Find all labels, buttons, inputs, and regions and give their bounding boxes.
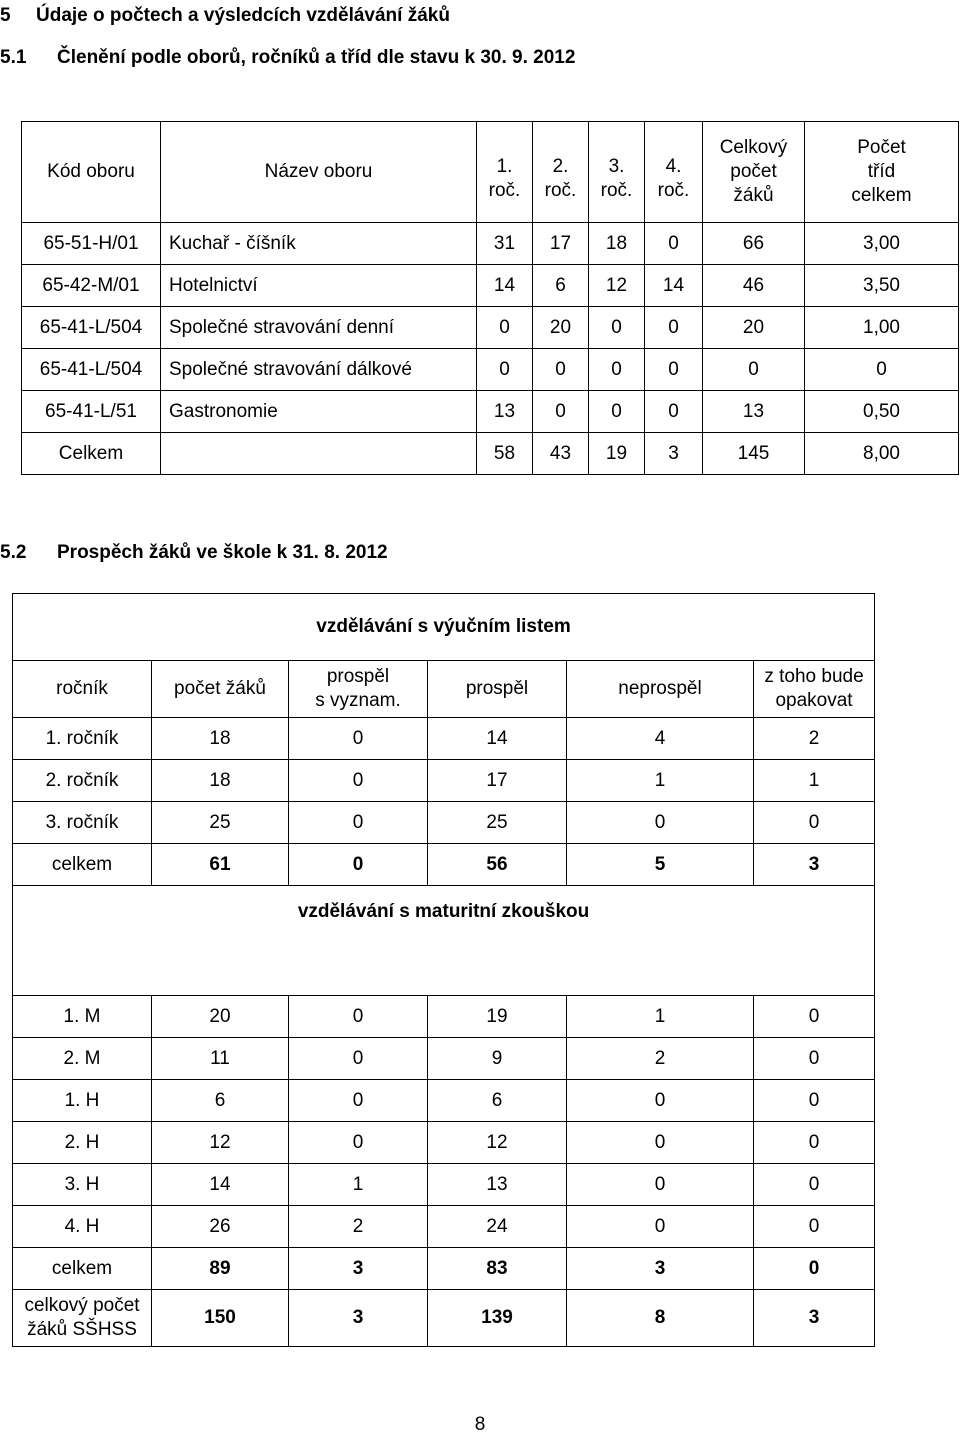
cell-passed: 19	[428, 996, 567, 1038]
cell-repeat: 0	[754, 1206, 875, 1248]
cell-failed: 3	[567, 1248, 754, 1290]
table-total-row	[13, 844, 875, 886]
cell-year: 3. ročník	[13, 802, 152, 844]
cell-count: 150	[152, 1290, 289, 1347]
table-row	[13, 1164, 875, 1206]
cell-total: 20	[703, 307, 805, 349]
cell-classes: 0	[805, 349, 959, 391]
cell-distinction: 0	[289, 1122, 428, 1164]
cell-y1: 0	[477, 307, 533, 349]
table-row	[13, 1080, 875, 1122]
cell-passed: 6	[428, 1080, 567, 1122]
header-year: ročník	[13, 661, 152, 718]
cell-count: 14	[152, 1164, 289, 1206]
cell-failed: 4	[567, 718, 754, 760]
cell-year: 2. ročník	[13, 760, 152, 802]
cell-distinction: 0	[289, 718, 428, 760]
header-classes: Počet tříd celkem	[805, 122, 959, 223]
cell-distinction: 3	[289, 1248, 428, 1290]
cell-y4: 0	[645, 223, 703, 265]
cell-y4: 0	[645, 391, 703, 433]
cell-y3: 18	[589, 223, 645, 265]
cell-failed: 1	[567, 996, 754, 1038]
cell-code: 65-42-M/01	[22, 265, 161, 307]
table-row	[13, 718, 875, 760]
cell-failed: 2	[567, 1038, 754, 1080]
cell-code: 65-41-L/504	[22, 349, 161, 391]
cell-failed: 1	[567, 760, 754, 802]
cell-name	[161, 433, 477, 475]
table-header-row	[13, 661, 875, 718]
cell-count: 89	[152, 1248, 289, 1290]
cell-total: 145	[703, 433, 805, 475]
cell-y3: 0	[589, 349, 645, 391]
cell-passed: 17	[428, 760, 567, 802]
cell-count: 12	[152, 1122, 289, 1164]
cell-passed: 83	[428, 1248, 567, 1290]
table-row	[22, 391, 959, 433]
cell-year: 2. M	[13, 1038, 152, 1080]
cell-y3: 19	[589, 433, 645, 475]
table-row	[13, 996, 875, 1038]
header-repeat: z toho bude opakovat	[754, 661, 875, 718]
cell-failed: 0	[567, 802, 754, 844]
cell-distinction: 3	[289, 1290, 428, 1347]
results-table	[12, 593, 875, 1347]
cell-y4: 0	[645, 349, 703, 391]
cell-y4: 14	[645, 265, 703, 307]
cell-y3: 0	[589, 307, 645, 349]
cell-total: 0	[703, 349, 805, 391]
cell-passed: 12	[428, 1122, 567, 1164]
header-code: Kód oboru	[22, 122, 161, 223]
cell-passed: 139	[428, 1290, 567, 1347]
cell-classes: 0,50	[805, 391, 959, 433]
header-total: Celkový počet žáků	[703, 122, 805, 223]
cell-distinction: 0	[289, 1038, 428, 1080]
cell-name: Gastronomie	[161, 391, 477, 433]
header-year-3: 3. roč.	[589, 122, 645, 223]
cell-y2: 17	[533, 223, 589, 265]
table-row	[13, 1038, 875, 1080]
heading-text: Členění podle oborů, ročníků a tříd dle stavu k 30. 9. 2012	[57, 47, 576, 68]
cell-classes: 1,00	[805, 307, 959, 349]
cell-repeat: 0	[754, 1122, 875, 1164]
cell-passed: 13	[428, 1164, 567, 1206]
cell-year: celkem	[13, 844, 152, 886]
cell-repeat: 0	[754, 996, 875, 1038]
heading-number: 5	[0, 5, 11, 26]
cell-repeat: 2	[754, 718, 875, 760]
cell-y4: 3	[645, 433, 703, 475]
heading-text: Údaje o počtech a výsledcích vzdělávání žáků	[36, 5, 450, 26]
heading-number: 5.2	[0, 542, 27, 563]
page-number: 8	[474, 1414, 486, 1435]
cell-failed: 8	[567, 1290, 754, 1347]
table-row	[13, 760, 875, 802]
table-grand-total-row	[13, 1290, 875, 1347]
cell-distinction: 0	[289, 760, 428, 802]
cell-y1: 14	[477, 265, 533, 307]
cell-distinction: 0	[289, 802, 428, 844]
cell-code: 65-41-L/504	[22, 307, 161, 349]
cell-year: 4. H	[13, 1206, 152, 1248]
cell-passed: 56	[428, 844, 567, 886]
cell-repeat: 3	[754, 1290, 875, 1347]
cell-repeat: 0	[754, 1248, 875, 1290]
table-row	[13, 1122, 875, 1164]
cell-distinction: 2	[289, 1206, 428, 1248]
cell-year: celkový počet žáků SŠHSS	[13, 1290, 152, 1347]
cell-distinction: 0	[289, 844, 428, 886]
heading-text: Prospěch žáků ve škole k 31. 8. 2012	[57, 542, 388, 563]
table-row	[22, 307, 959, 349]
caption-row	[13, 886, 875, 996]
cell-passed: 25	[428, 802, 567, 844]
cell-count: 18	[152, 718, 289, 760]
cell-y4: 0	[645, 307, 703, 349]
table-row	[13, 802, 875, 844]
table-row	[22, 223, 959, 265]
header-count: počet žáků	[152, 661, 289, 718]
cell-failed: 0	[567, 1080, 754, 1122]
cell-total: 13	[703, 391, 805, 433]
cell-distinction: 0	[289, 1080, 428, 1122]
cell-failed: 5	[567, 844, 754, 886]
cell-passed: 14	[428, 718, 567, 760]
cell-code: 65-51-H/01	[22, 223, 161, 265]
cell-count: 26	[152, 1206, 289, 1248]
cell-name: Společné stravování denní	[161, 307, 477, 349]
table-row	[22, 349, 959, 391]
cell-repeat: 0	[754, 802, 875, 844]
cell-year: 1. M	[13, 996, 152, 1038]
table-total-row	[13, 1248, 875, 1290]
cell-y2: 20	[533, 307, 589, 349]
cell-passed: 9	[428, 1038, 567, 1080]
cell-passed: 24	[428, 1206, 567, 1248]
cell-failed: 0	[567, 1164, 754, 1206]
cell-y1: 58	[477, 433, 533, 475]
cell-y2: 0	[533, 349, 589, 391]
cell-count: 11	[152, 1038, 289, 1080]
heading-number: 5.1	[0, 47, 27, 68]
table-total-row	[22, 433, 959, 475]
cell-y2: 0	[533, 391, 589, 433]
cell-y2: 6	[533, 265, 589, 307]
header-distinction: prospěl s vyznam.	[289, 661, 428, 718]
cell-repeat: 0	[754, 1164, 875, 1206]
cell-code: Celkem	[22, 433, 161, 475]
cell-failed: 0	[567, 1122, 754, 1164]
cell-distinction: 0	[289, 996, 428, 1038]
cell-count: 6	[152, 1080, 289, 1122]
cell-failed: 0	[567, 1206, 754, 1248]
cell-year: celkem	[13, 1248, 152, 1290]
cell-repeat: 0	[754, 1080, 875, 1122]
cell-repeat: 1	[754, 760, 875, 802]
cell-count: 18	[152, 760, 289, 802]
cell-name: Společné stravování dálkové	[161, 349, 477, 391]
cell-repeat: 0	[754, 1038, 875, 1080]
cell-y3: 12	[589, 265, 645, 307]
cell-code: 65-41-L/51	[22, 391, 161, 433]
enrollment-table	[21, 121, 959, 475]
header-failed: neprospěl	[567, 661, 754, 718]
cell-total: 46	[703, 265, 805, 307]
caption-maturita: vzdělávání s maturitní zkouškou	[13, 886, 875, 996]
cell-year: 1. H	[13, 1080, 152, 1122]
header-year-4: 4. roč.	[645, 122, 703, 223]
cell-year: 1. ročník	[13, 718, 152, 760]
cell-y1: 13	[477, 391, 533, 433]
cell-y1: 0	[477, 349, 533, 391]
cell-year: 2. H	[13, 1122, 152, 1164]
cell-name: Hotelnictví	[161, 265, 477, 307]
cell-y1: 31	[477, 223, 533, 265]
cell-classes: 8,00	[805, 433, 959, 475]
table-row	[13, 1206, 875, 1248]
cell-repeat: 3	[754, 844, 875, 886]
caption-vocational: vzdělávání s výučním listem	[13, 594, 875, 661]
cell-count: 20	[152, 996, 289, 1038]
header-passed: prospěl	[428, 661, 567, 718]
header-name: Název oboru	[161, 122, 477, 223]
header-year-1: 1. roč.	[477, 122, 533, 223]
table-header-row	[22, 122, 959, 223]
section-heading-5-1	[0, 47, 575, 69]
cell-y2: 43	[533, 433, 589, 475]
section-heading-5-2	[0, 542, 388, 564]
cell-year: 3. H	[13, 1164, 152, 1206]
cell-name: Kuchař - číšník	[161, 223, 477, 265]
caption-row	[13, 594, 875, 661]
cell-y3: 0	[589, 391, 645, 433]
cell-total: 66	[703, 223, 805, 265]
cell-distinction: 1	[289, 1164, 428, 1206]
table-row	[22, 265, 959, 307]
header-year-2: 2. roč.	[533, 122, 589, 223]
cell-classes: 3,50	[805, 265, 959, 307]
cell-count: 25	[152, 802, 289, 844]
section-heading-5	[0, 5, 450, 27]
cell-classes: 3,00	[805, 223, 959, 265]
cell-count: 61	[152, 844, 289, 886]
